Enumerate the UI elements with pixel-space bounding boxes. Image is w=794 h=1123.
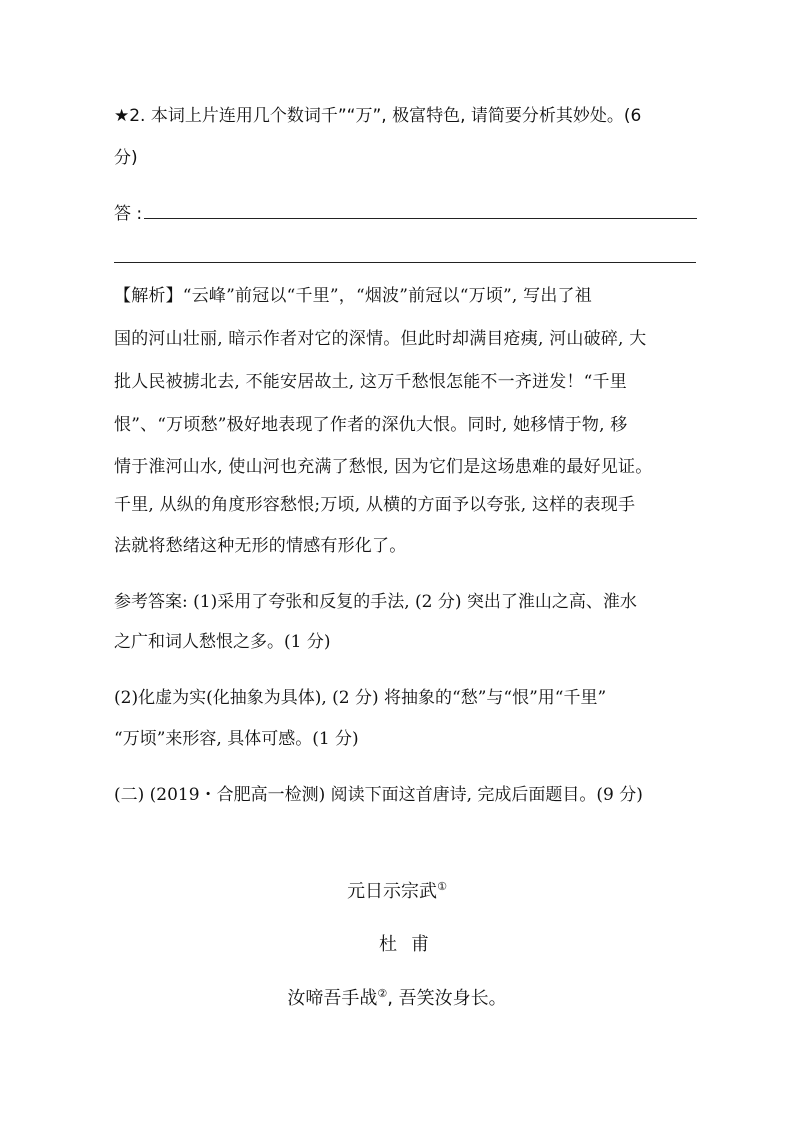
analysis-line: 【解析】“云峰”前冠以“千里”，“烟波”前冠以“万顷”, 写出了祖 [114,286,592,306]
answer-blank-2 [114,262,696,263]
analysis-line: 批人民被掳北去, 不能安居故土, 这万千愁恨怎能不一齐迸发！“千里 [114,372,627,392]
poem-line [0,987,794,1011]
reference-answer-line: “万顷”来形容, 具体可感。(1 分) [114,729,359,749]
footnote-marker: ② [377,987,388,1000]
reference-answer-line: 之广和词人愁恨之多。(1 分) [114,632,331,652]
poem-title [0,880,794,904]
question-2-text: ★2. 本词上片连用几个数词千”“万”, 极富特色, 请简要分析其妙处。(6 [114,106,642,126]
poem-line-part-1: 汝啼吾手战 [287,988,378,1009]
reference-answer-line: 参考答案: (1)采用了夸张和反复的手法, (2 分) 突出了淮山之高、淮水 [114,592,637,612]
poem-title-text: 元日示宗武 [347,881,438,902]
answer-line [114,202,697,226]
analysis-line: 法就将愁绪这种无形的情感有形化了。 [114,536,407,556]
footnote-marker: ① [437,880,447,893]
reference-answer-line: (2)化虚为实(化抽象为具体), (2 分) 将抽象的“愁”与“恨”用“千里” [114,688,607,708]
section-heading: (二) (2019・合肥高一检测) 阅读下面这首唐诗, 完成后面题目。(9 分) [114,785,643,805]
poem-line-part-2: , 吾笑汝身长。 [387,988,507,1009]
analysis-line: 千里, 从纵的角度形容愁恨;万顷, 从横的方面予以夸张, 这样的表现手 [114,495,636,515]
analysis-line: 国的河山壮丽, 暗示作者对它的深情。但此时却满目疮痍, 河山破碎, 大 [114,329,647,349]
answer-blank-1 [144,202,697,219]
analysis-line: 情于淮河山水, 使山河也充满了愁恨, 因为它们是这场患难的最好见证。 [114,457,653,477]
analysis-line: 恨”、“万顷愁”极好地表现了作者的深仇大恨。同时, 她移情于物, 移 [114,415,628,435]
question-2-points: 分) [114,148,138,168]
answer-label: 答 : [114,204,143,224]
poem-author: 杜甫 [379,934,443,955]
